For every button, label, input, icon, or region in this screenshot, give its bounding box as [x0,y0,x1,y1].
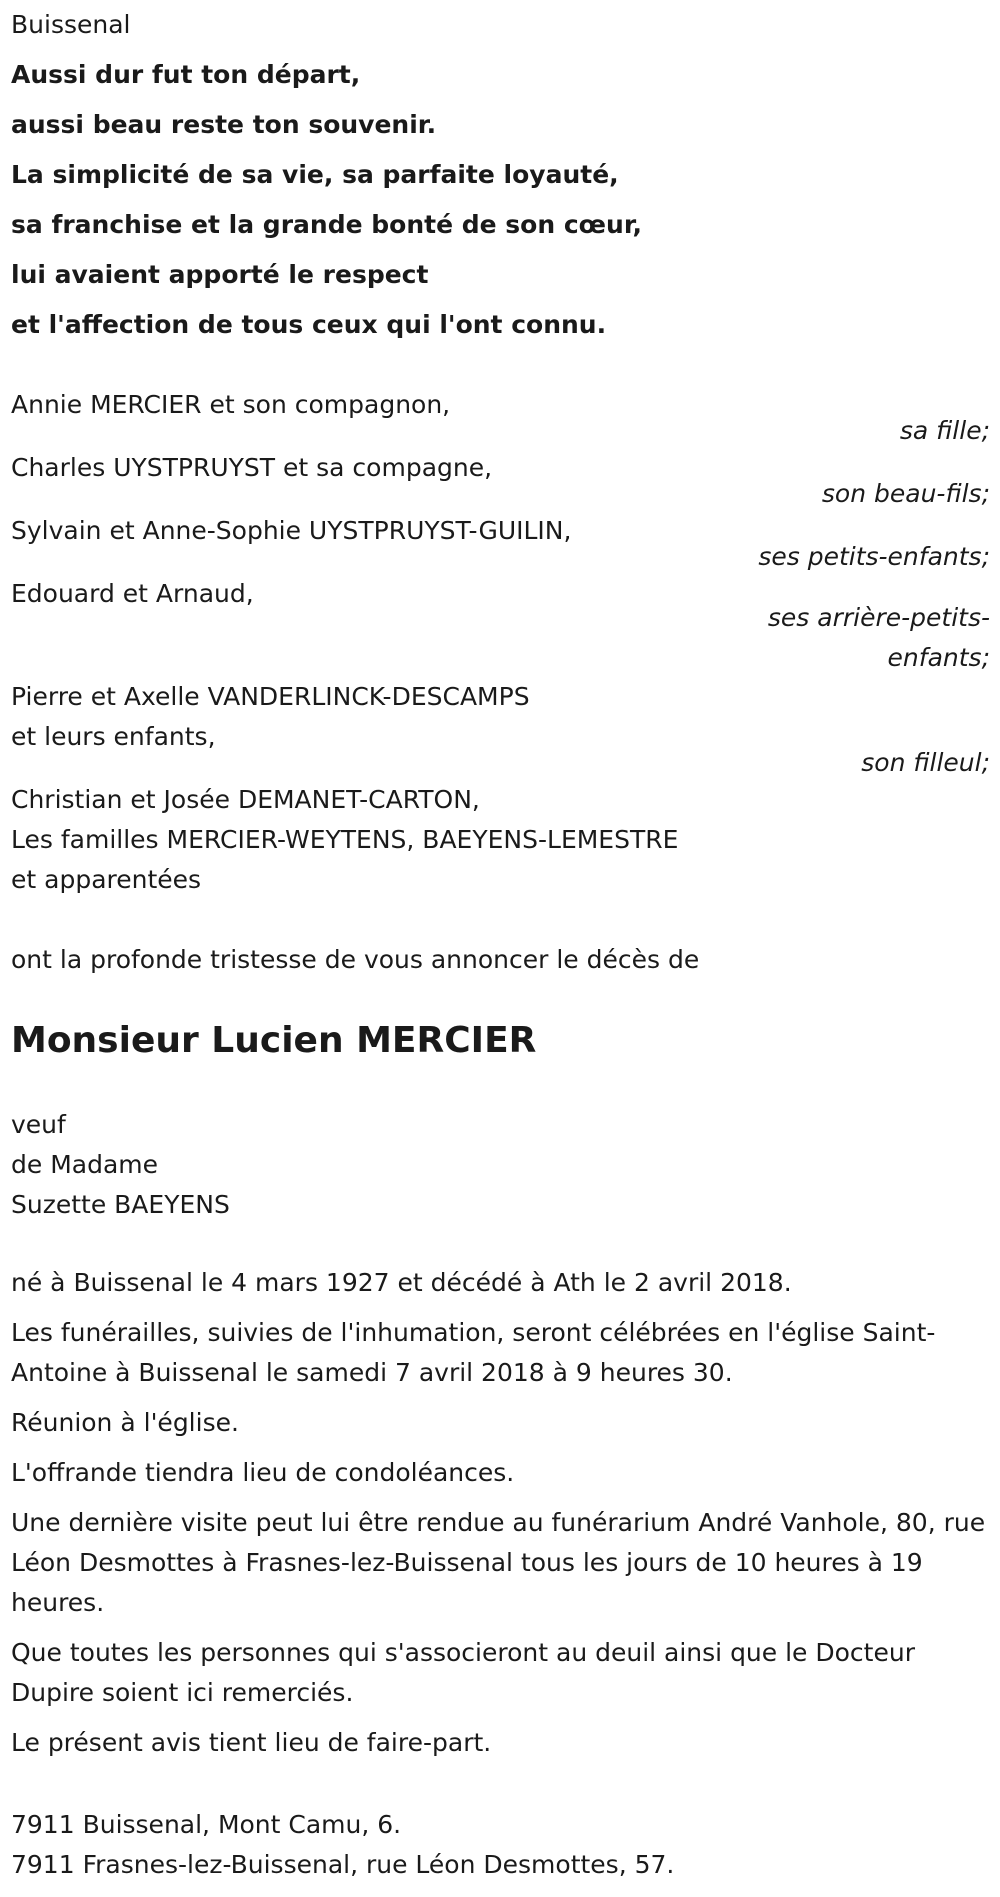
family-relation: ses arrière-petits-enfants; [767,603,990,672]
family-name: Sylvain et Anne-Sophie UYSTPRUYST-GUILIN, [11,516,572,545]
detail-offering: L'offrande tiendra lieu de condoléances. [11,1458,515,1487]
family-name: Edouard et Arnaud, [11,579,254,608]
deceased-status: veuf [11,1110,66,1139]
address-line: 7911 Buissenal, Mont Camu, 6. [11,1810,402,1839]
deceased-status: de Madame [11,1150,159,1179]
poem-line: aussi beau reste ton souvenir. [11,110,437,139]
family-relation: sa fille; [899,416,990,445]
detail-birth-death: né à Buissenal le 4 mars 1927 et décédé à Ath le 2 avril 2018. [11,1268,792,1297]
deceased-name: Monsieur Lucien MERCIER [11,1020,537,1061]
announcement-text: ont la profonde tristesse de vous annoncer le décès de [11,945,700,974]
family-name: Charles UYSTPRUYST et sa compagne, [11,453,493,482]
poem-line: Aussi dur fut ton départ, [11,60,361,89]
detail-thanks: Que toutes les personnes qui s'associeront au deuil ainsi que le Docteur Dupire soient ici remerciés. [11,1638,915,1707]
family-name-continued: et leurs enfants, [11,722,216,751]
family-name: Pierre et Axelle VANDERLINCK-DESCAMPS [11,682,530,711]
poem-line: lui avaient apporté le respect [11,260,429,289]
deceased-status: Suzette BAEYENS [11,1190,230,1219]
poem-line: et l'affection de tous ceux qui l'ont connu. [11,310,607,339]
detail-notice: Le présent avis tient lieu de faire-part. [11,1728,492,1757]
family-name: Christian et Josée DEMANET-CARTON, [11,785,480,814]
poem-line: La simplicité de sa vie, sa parfaite loyauté, [11,160,619,189]
detail-funeral: Les funérailles, suivies de l'inhumation, seront célébrées en l'église Saint-Antoine à Buissenal le samedi 7 avril 2018 à 9 heures 30. [11,1318,936,1387]
family-name-continued: Les familles MERCIER-WEYTENS, BAEYENS-LEMESTRE [11,825,679,854]
family-name-continued: et apparentées [11,865,202,894]
family-relation: son filleul; [861,748,990,777]
family-relation: ses petits-enfants; [758,542,990,571]
address-line: 7911 Frasnes-lez-Buissenal, rue Léon Desmottes, 57. [11,1850,675,1879]
poem-line: sa franchise et la grande bonté de son cœur, [11,210,642,239]
family-relation: son beau-fils; [821,479,990,508]
location-header: Buissenal [11,10,131,39]
detail-visit: Une dernière visite peut lui être rendue au funérarium André Vanhole, 80, rue Léon Desmottes à Frasnes-lez-Buissenal tous les jours de 10 heures à 19 heures. [11,1508,986,1617]
family-name: Annie MERCIER et son compagnon, [11,390,451,419]
detail-meeting: Réunion à l'église. [11,1408,239,1437]
